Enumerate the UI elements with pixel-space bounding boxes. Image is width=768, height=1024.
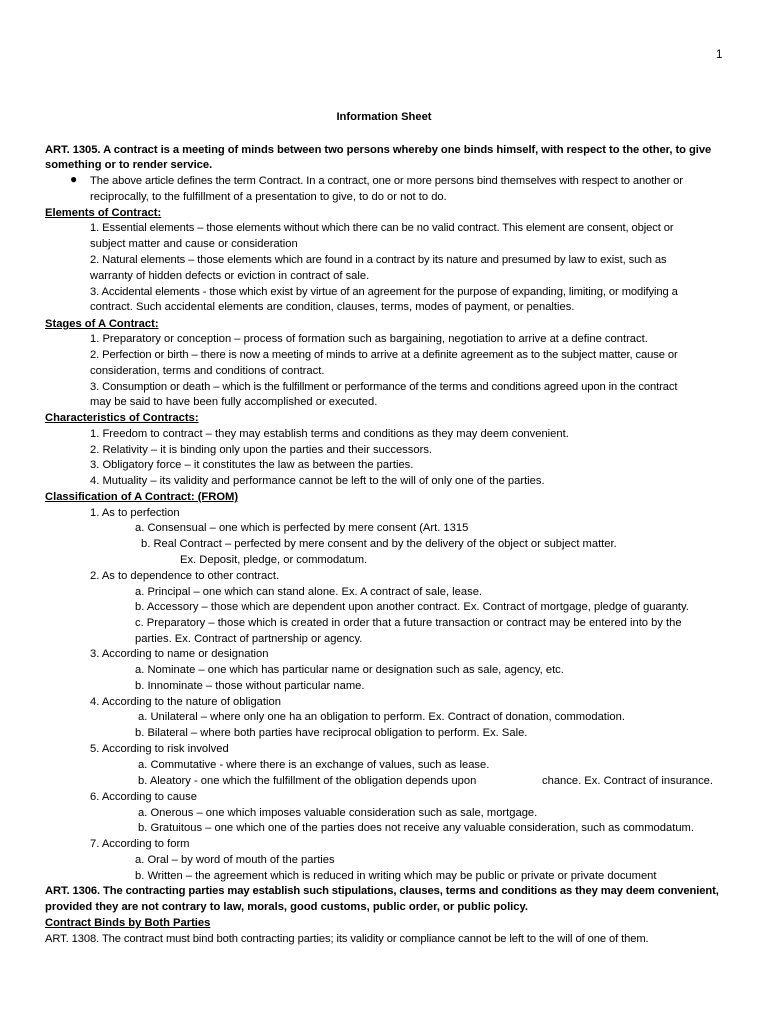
classification-line: c. Preparatory – those which is created in order that a future transaction or contract may be entered into by the	[135, 617, 682, 629]
binds-heading: Contract Binds by Both Parties	[45, 917, 211, 929]
classification-line: b. Written – the agreement which is reduced in writing which may be public or private or private document	[135, 870, 657, 882]
classification-line: a. Onerous – one which imposes valuable consideration such as sale, mortgage.	[138, 807, 538, 819]
bullet-line-1: The above article defines the term Contract. In a contract, one or more persons bind themselves with respect to another or	[90, 175, 683, 187]
classification-heading: Classification of A Contract: (FROM)	[45, 491, 239, 503]
characteristics-heading: Characteristics of Contracts:	[45, 412, 199, 424]
art-1306-line-2: provided they are not contrary to law, morals, good customs, public order, or public policy.	[45, 901, 529, 913]
characteristics-line: 4. Mutuality – its validity and performance cannot be left to the will of only one of the parties.	[90, 475, 545, 487]
page-number: 1	[716, 49, 723, 61]
classification-line: b. Gratuitous – one which one of the parties does not receive any valuable consideration, such as commodatum.	[138, 822, 694, 834]
characteristics-line: 1. Freedom to contract – they may establish terms and conditions as they may deem convenient.	[90, 428, 569, 440]
art-1305-line-1: ART. 1305. A contract is a meeting of minds between two persons whereby one binds himself, with respect to the other, to give	[45, 144, 712, 156]
elements-line: contract. Such accidental elements are condition, clauses, terms, modes of payment, or penalties.	[90, 301, 575, 313]
stages-line: may be said to have been fully accomplished or executed.	[90, 396, 378, 408]
classification-line: a. Unilateral – where only one ha an obligation to perform. Ex. Contract of donation, commodation.	[138, 711, 625, 723]
art-1308-text: ART. 1308. The contract must bind both contracting parties; its validity or compliance cannot be left to the will of one of them.	[45, 933, 649, 945]
bullet-line-2: reciprocally, to the fulfillment of a presentation to give, to do or not to do.	[90, 191, 447, 203]
elements-heading: Elements of Contract:	[45, 207, 162, 219]
characteristics-line: 3. Obligatory force – it constitutes the law as between the parties.	[90, 459, 414, 471]
classification-line: a. Consensual – one which is perfected by mere consent (Art. 1315	[135, 522, 469, 534]
classification-line: b. Bilateral – where both parties have reciprocal obligation to perform. Ex. Sale.	[135, 727, 528, 739]
classification-line: a. Oral – by word of mouth of the parties	[135, 854, 335, 866]
classification-line: a. Principal – one which can stand alone. Ex. A contract of sale, lease.	[135, 586, 483, 598]
document-title: Information Sheet	[336, 111, 432, 123]
art-1305-line-2: something or to render service.	[45, 159, 213, 171]
classification-line: b. Real Contract – perfected by mere consent and by the delivery of the object or subject matter.	[141, 538, 617, 550]
characteristics-line: 2. Relativity – it is binding only upon the parties and their successors.	[90, 444, 433, 456]
classification-line: 5. According to risk involved	[90, 743, 229, 755]
classification-line: b. Accessory – those which are dependent upon another contract. Ex. Contract of mortgage, pledge of guaranty.	[135, 601, 689, 613]
classification-line: b. Innominate – those without particular name.	[135, 680, 365, 692]
stages-line: 3. Consumption or death – which is the fulfillment or performance of the terms and conditions agreed upon in the contract	[90, 381, 678, 393]
classification-line: parties. Ex. Contract of partnership or agency.	[135, 633, 363, 645]
classification-line: Ex. Deposit, pledge, or commodatum.	[180, 554, 368, 566]
classification-line: a. Commutative - where there is an exchange of values, such as lease.	[138, 759, 490, 771]
stages-heading: Stages of A Contract:	[45, 318, 159, 330]
elements-line: 1. Essential elements – those elements without which there can be no valid contract. This element are consent, object or	[90, 222, 674, 234]
classification-line: chance. Ex. Contract of insurance.	[542, 775, 714, 787]
art-1306-line-1: ART. 1306. The contracting parties may establish such stipulations, clauses, terms and conditions as they may deem convenient,	[45, 885, 719, 897]
classification-line: 1. As to perfection	[90, 507, 180, 519]
classification-line: 2. As to dependence to other contract.	[90, 570, 280, 582]
classification-line: 4. According to the nature of obligation	[90, 696, 281, 708]
stages-line: 2. Perfection or birth – there is now a meeting of minds to arrive at a definite agreement as to the subject matter, cause or	[90, 349, 678, 361]
classification-line: a. Nominate – one which has particular name or designation such as sale, agency, etc.	[135, 664, 564, 676]
classification-line: 6. According to cause	[90, 791, 197, 803]
stages-line: consideration, terms and conditions of contract.	[90, 365, 325, 377]
classification-line: 3. According to name or designation	[90, 648, 269, 660]
classification-line: b. Aleatory - one which the fulfillment of the obligation depends upon	[138, 775, 477, 787]
stages-line: 1. Preparatory or conception – process of formation such as bargaining, negotiation to arrive at a define contract.	[90, 333, 648, 345]
bullet-icon: ●	[70, 172, 78, 186]
classification-line: 7. According to form	[90, 838, 190, 850]
elements-line: 3. Accidental elements - those which exist by virtue of an agreement for the purpose of expanding, limiting, or modifying a	[90, 286, 678, 298]
elements-line: subject matter and cause or consideration	[90, 238, 298, 250]
elements-line: 2. Natural elements – those elements which are found in a contract by its nature and presumed by law to exist, such as	[90, 254, 667, 266]
elements-line: warranty of hidden defects or eviction in contract of sale.	[90, 270, 370, 282]
